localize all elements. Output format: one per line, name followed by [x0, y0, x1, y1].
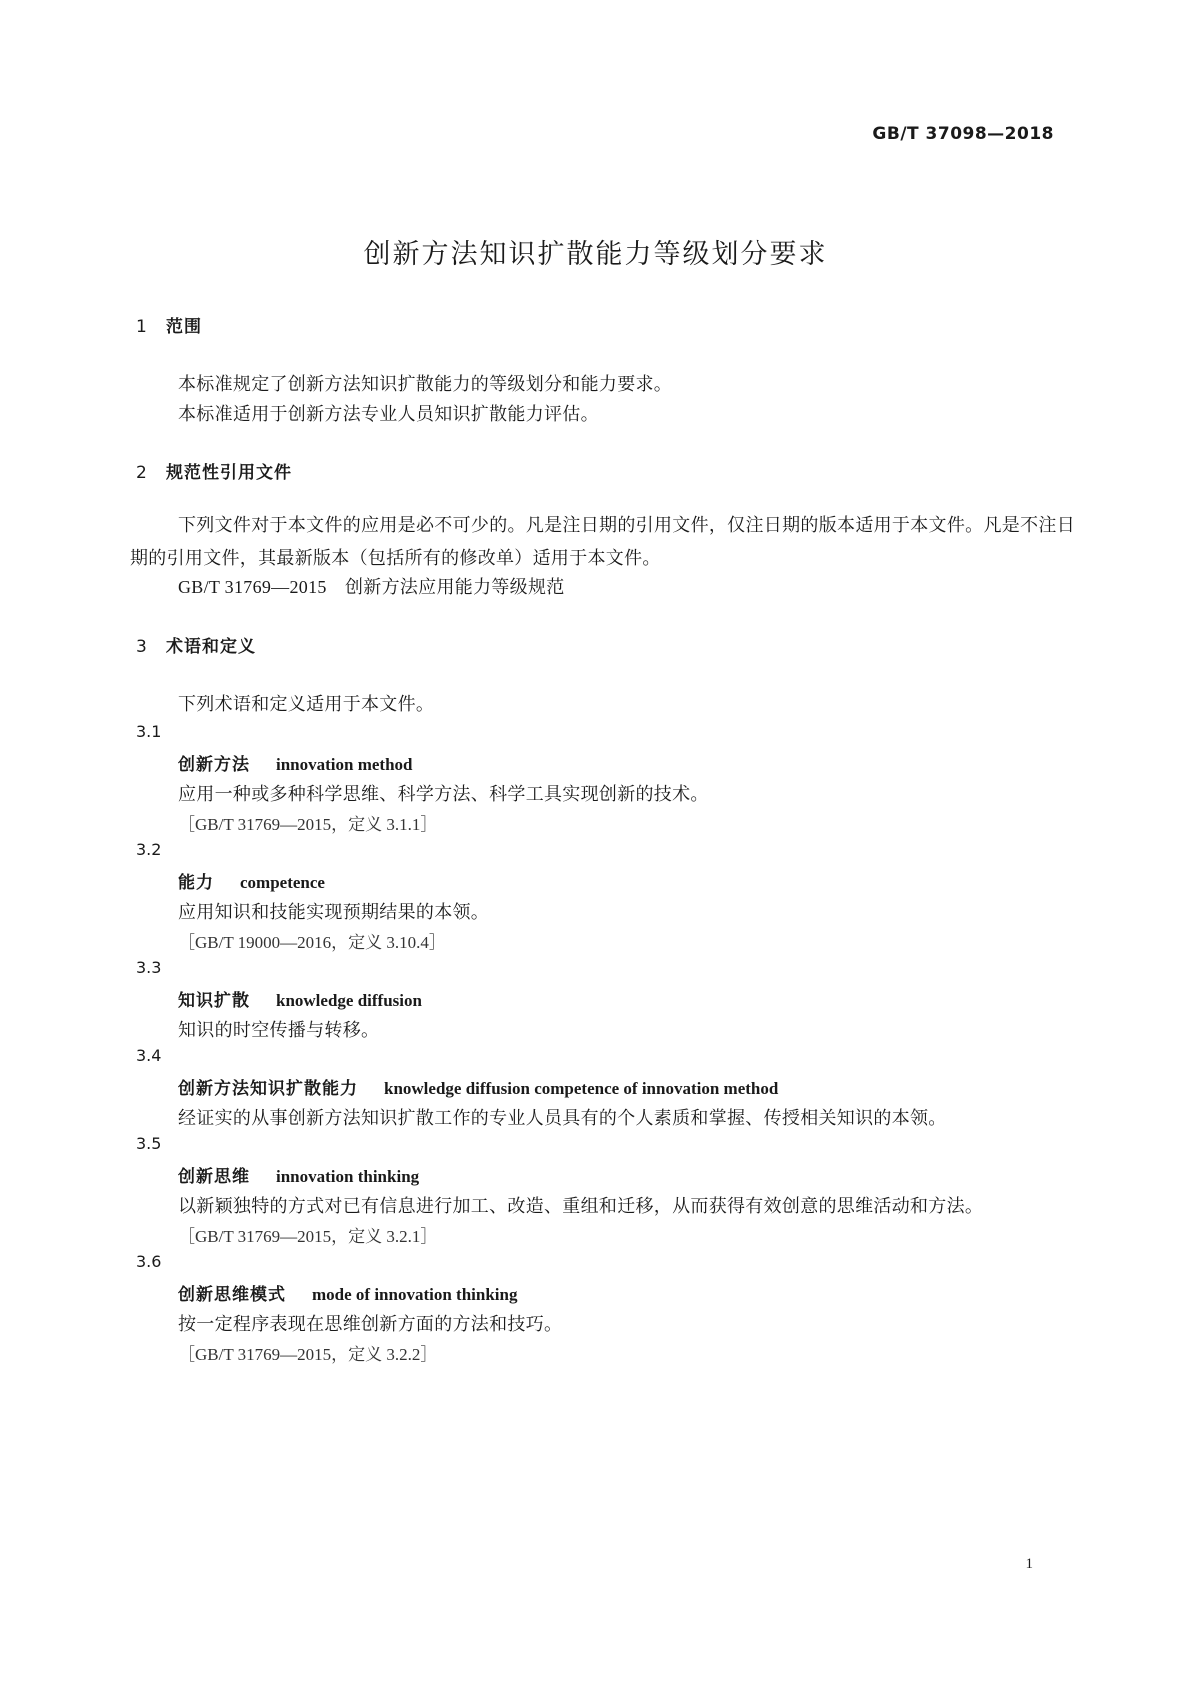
term-definition: 按一定程序表现在思维创新方面的方法和技巧。 — [178, 1314, 563, 1335]
term-name-en: competence — [240, 873, 325, 892]
paragraph: 本标准规定了创新方法知识扩散能力的等级划分和能力要求。 — [178, 374, 673, 395]
term-name-en: innovation method — [276, 755, 413, 774]
term-name-zh: 能力 — [178, 873, 214, 893]
paragraph: 下列术语和定义适用于本文件。 — [178, 694, 435, 715]
section-number: 2 — [136, 463, 148, 483]
term-definition: 知识的时空传播与转移。 — [178, 1020, 380, 1041]
section-title: 规范性引用文件 — [166, 463, 292, 483]
page-number: 1 — [1025, 1556, 1033, 1572]
term-name — [178, 1162, 419, 1187]
term-definition: 应用一种或多种科学思维、科学方法、科学工具实现创新的技术。 — [178, 784, 709, 805]
section-title: 术语和定义 — [166, 637, 256, 657]
term-name-zh: 知识扩散 — [178, 991, 250, 1011]
section-number: 3 — [136, 637, 148, 657]
term-name-zh: 创新方法 — [178, 755, 250, 775]
section-title: 范围 — [166, 317, 202, 337]
term-definition: 以新颖独特的方式对已有信息进行加工、改造、重组和迁移，从而获得有效创意的思维活动和方法。 — [178, 1196, 984, 1217]
term-name — [178, 750, 413, 775]
normative-reference: GB/T 31769—2015 创新方法应用能力等级规范 — [178, 577, 565, 597]
section-2-heading — [136, 458, 292, 483]
term-name-en: knowledge diffusion — [276, 991, 422, 1010]
term-name — [178, 1280, 517, 1305]
term-name-en: innovation thinking — [276, 1167, 420, 1186]
paragraph: 本标准适用于创新方法专业人员知识扩散能力评估。 — [178, 404, 599, 425]
term-name — [178, 868, 325, 893]
term-name-en: knowledge diffusion competence of innovation method — [384, 1079, 779, 1098]
term-number: 3.6 — [136, 1252, 162, 1271]
term-name — [178, 1074, 778, 1099]
term-number: 3.3 — [136, 958, 162, 977]
term-definition: 应用知识和技能实现预期结果的本领。 — [178, 902, 490, 923]
document-number: GB/T 37098—2018 — [872, 124, 1054, 144]
term-name — [178, 986, 422, 1011]
term-number: 3.4 — [136, 1046, 162, 1065]
page-title: 创新方法知识扩散能力等级划分要求 — [363, 239, 828, 270]
term-number: 3.2 — [136, 840, 162, 859]
term-name-zh: 创新方法知识扩散能力 — [178, 1079, 358, 1099]
paragraph: 下列文件对于本文件的应用是必不可少的。凡是注日期的引用文件，仅注日期的版本适用于本文件。凡是不注日期的引用文件，其最新版本（包括所有的修改单）适用于本文件。 — [130, 515, 1075, 569]
term-definition: 经证实的从事创新方法知识扩散工作的专业人员具有的个人素质和掌握、传授相关知识的本领。 — [178, 1108, 947, 1129]
term-source: ［GB/T 31769—2015，定义 3.2.2］ — [178, 1345, 438, 1364]
term-number: 3.1 — [136, 722, 162, 741]
term-source: ［GB/T 31769—2015，定义 3.1.1］ — [178, 815, 438, 834]
term-name-zh: 创新思维 — [178, 1167, 250, 1187]
term-name-en: mode of innovation thinking — [312, 1285, 518, 1304]
section-1-heading — [136, 312, 202, 337]
term-number: 3.5 — [136, 1134, 162, 1153]
section-3-heading — [136, 632, 256, 657]
term-source: ［GB/T 31769—2015，定义 3.2.1］ — [178, 1227, 438, 1246]
term-name-zh: 创新思维模式 — [178, 1285, 286, 1305]
term-source: ［GB/T 19000—2016，定义 3.10.4］ — [178, 933, 446, 952]
section-number: 1 — [136, 317, 148, 337]
